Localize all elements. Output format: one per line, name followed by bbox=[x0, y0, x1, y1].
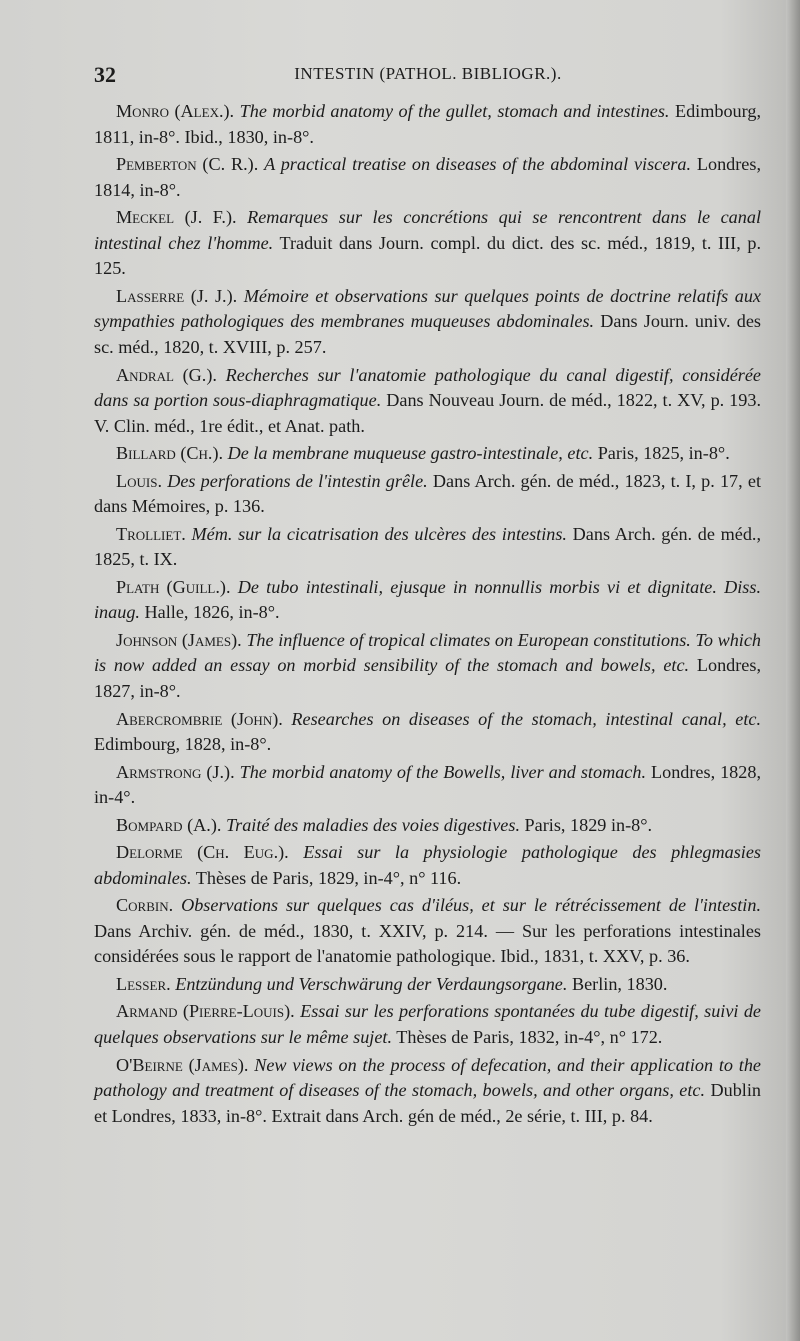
entry-details: Dans Arch. gén. de méd., 1825, t. IX. bbox=[94, 523, 762, 570]
entry-title: De tubo intestinali, ejusque in nonnullis morbis vi et dignitate. Diss. inaug. bbox=[94, 576, 761, 623]
bibliography-entry bbox=[94, 813, 761, 839]
entry-title: Entzündung und Verschwärung der Verdaungsorgane. bbox=[175, 973, 568, 994]
entry-title: Traité des maladies des voies digestives. bbox=[226, 814, 520, 835]
entry-author: Plath (Guill.). bbox=[116, 576, 231, 597]
entry-details: Londres, 1814, in-8°. bbox=[94, 154, 762, 200]
entry-title: Observations sur quelques cas d'iléus, et sur le rétrécissement de l'intestin. bbox=[181, 895, 761, 916]
entry-title: Mém. sur la cicatrisation des ulcères des intestins. bbox=[191, 523, 567, 544]
bibliography-entry bbox=[94, 628, 761, 705]
bibliography-entry bbox=[94, 152, 761, 203]
entry-details: Halle, 1826, in-8°. bbox=[144, 602, 280, 623]
entry-details: Dans Archiv. gén. de méd., 1830, t. XXIV, p. 214. — Sur les perforations intestinales considérées sous le rapport de l'anatomie pathologique. Ibid., 1831, t. XXV, p. 36. bbox=[94, 920, 761, 967]
entry-details: Londres, 1827, in-8°. bbox=[94, 655, 762, 702]
page-edge-shadow bbox=[786, 0, 800, 1341]
bibliography-entry bbox=[94, 284, 761, 361]
entry-author: Lesser. bbox=[116, 973, 171, 994]
entry-author: Louis. bbox=[116, 470, 162, 491]
entry-details: Paris, 1829 in-8°. bbox=[524, 814, 653, 835]
page-number: 32 bbox=[94, 62, 116, 87]
entry-author: Armand (Pierre-Louis). bbox=[116, 1001, 295, 1022]
entry-details: Edimbourg, 1811, in-8°. Ibid., 1830, in-8°. bbox=[94, 101, 762, 147]
entry-author: Trolliet. bbox=[116, 523, 186, 544]
entry-title: The influence of tropical climates on European constitutions. To which is now added an essay on morbid sensibility of the stomach and bowels, etc. bbox=[94, 629, 762, 676]
bibliography-entry bbox=[94, 99, 761, 150]
bibliography-entry bbox=[94, 575, 761, 626]
entry-details: Londres, 1828, in-4°. bbox=[94, 761, 762, 808]
page-header bbox=[94, 62, 762, 96]
bibliography-entry bbox=[94, 760, 761, 811]
entry-details: Dans Nouveau Journ. de méd., 1822, t. XV, p. 193. V. Clin. méd., 1re édit., et Anat. path. bbox=[94, 390, 762, 436]
entry-details: Thèses de Paris, 1832, in-4°, n° 172. bbox=[396, 1027, 663, 1048]
bibliography-entry bbox=[94, 469, 761, 520]
entry-author: Meckel (J. F.). bbox=[116, 207, 237, 228]
bibliography-entry bbox=[94, 522, 761, 573]
entry-title: Des perforations de l'intestin grêle. bbox=[167, 470, 428, 491]
entry-title: The morbid anatomy of the Bowells, liver and stomach. bbox=[239, 761, 647, 782]
entry-author: Delorme (Ch. Eug.). bbox=[116, 842, 289, 863]
entry-title: De la membrane muqueuse gastro-intestinale, etc. bbox=[227, 443, 594, 464]
entry-title: Mémoire et observations sur quelques points de doctrine relatifs aux sympathies pathologiques des membranes muqueuses abdominales. bbox=[94, 285, 762, 332]
bibliography-list bbox=[94, 99, 761, 1131]
bibliography-entry bbox=[94, 840, 761, 891]
entry-title: The morbid anatomy of the gullet, stomach and intestines. bbox=[239, 101, 670, 121]
entry-details: Edimbourg, 1828, in-8°. bbox=[94, 734, 272, 755]
entry-title: Remarques sur les concrétions qui se rencontrent dans le canal intestinal chez l'homme. bbox=[94, 207, 762, 253]
entry-details: Dans Arch. gén. de méd., 1823, t. I, p. 17, et dans Mémoires, p. 136. bbox=[94, 470, 762, 517]
entry-author: Billard (Ch.). bbox=[116, 443, 224, 464]
bibliography-entry bbox=[94, 707, 761, 758]
entry-title: A practical treatise on diseases of the abdominal viscera. bbox=[264, 154, 692, 175]
entry-author: Bompard (A.). bbox=[116, 814, 222, 835]
entry-author: Monro (Alex.). bbox=[116, 101, 235, 121]
entry-details: Dans Journ. univ. des sc. méd., 1820, t. XVIII, p. 257. bbox=[94, 311, 761, 358]
running-title: INTESTIN (PATHOL. BIBLIOGR.). bbox=[294, 64, 562, 83]
entry-author: Abercrombrie (John). bbox=[116, 708, 283, 729]
bibliography-entry bbox=[94, 205, 761, 282]
entry-author: Johnson (James). bbox=[116, 629, 242, 650]
bibliography-entry bbox=[94, 363, 761, 440]
entry-author: Corbin. bbox=[116, 895, 174, 916]
entry-author: Andral (G.). bbox=[116, 364, 217, 385]
entry-details: Paris, 1825, in-8°. bbox=[597, 443, 730, 464]
bibliography-entry bbox=[94, 999, 761, 1050]
entry-title: New views on the process of defecation, and their application to the pathology and treatment of diseases of the stomach, bowels, and other organs, etc. bbox=[94, 1054, 761, 1101]
entry-title: Essai sur la physiologie pathologique des phlegmasies abdominales. bbox=[94, 842, 762, 888]
entry-author: Lasserre (J. J.). bbox=[116, 285, 238, 306]
entry-details: Thèses de Paris, 1829, in-4°, n° 116. bbox=[195, 867, 462, 888]
bibliography-entry bbox=[94, 441, 761, 467]
entry-details: Dublin et Londres, 1833, in-8°. Extrait dans Arch. gén de méd., 2e série, t. III, p. 84. bbox=[94, 1080, 761, 1126]
bibliography-entry bbox=[94, 1053, 761, 1130]
entry-title: Essai sur les perforations spontanées du tube digestif, suivi de quelques observations sur le même sujet. bbox=[94, 1001, 761, 1048]
entry-title: Researches on diseases of the stomach, intestinal canal, etc. bbox=[291, 708, 761, 729]
entry-author: Pemberton (C. R.). bbox=[116, 154, 259, 175]
entry-title: Recherches sur l'anatomie pathologique du canal digestif, considérée dans sa portion sous-diaphragmatique. bbox=[94, 364, 761, 411]
bibliography-entry bbox=[94, 893, 761, 970]
entry-author: Armstrong (J.). bbox=[116, 761, 235, 782]
entry-details: Berlin, 1830. bbox=[571, 973, 668, 994]
entry-author: O'Beirne (James). bbox=[116, 1054, 249, 1075]
entry-details: Traduit dans Journ. compl. du dict. des sc. méd., 1819, t. III, p. 125. bbox=[94, 232, 761, 279]
bibliography-entry bbox=[94, 972, 761, 998]
